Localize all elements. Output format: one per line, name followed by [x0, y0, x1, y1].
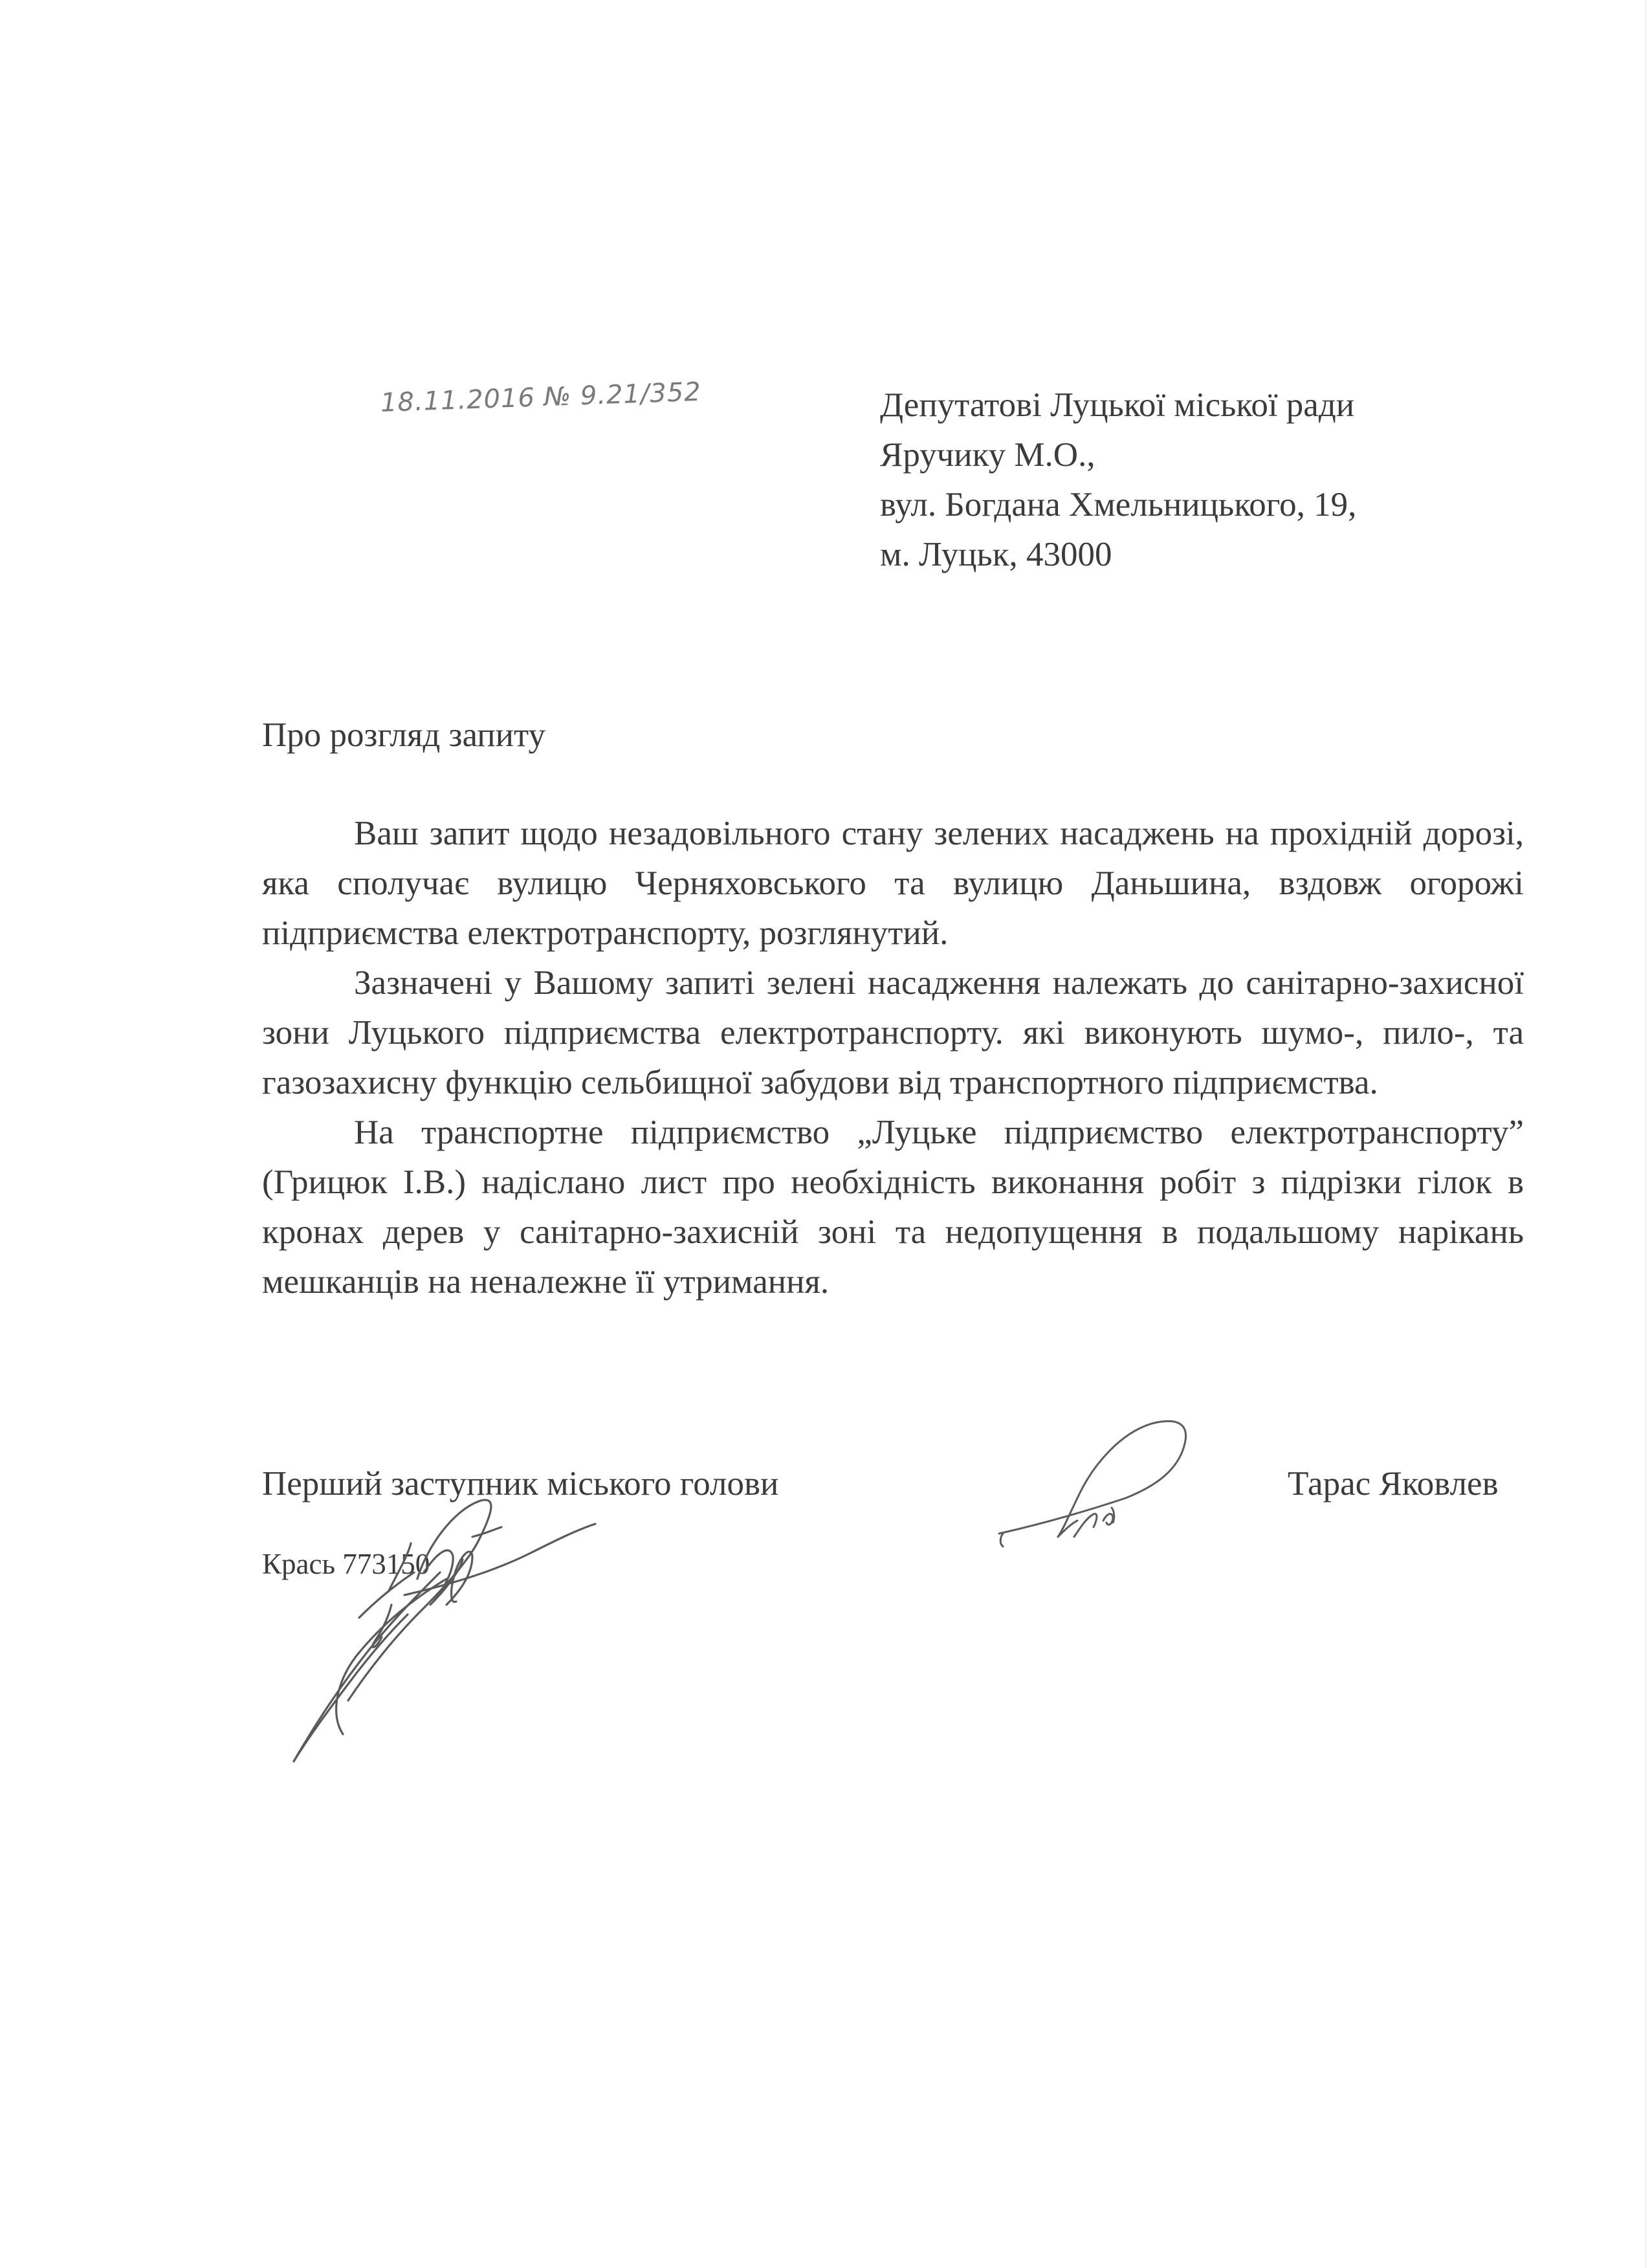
signer-position: Перший заступник міського голови [262, 1465, 779, 1503]
letter-subject: Про розгляд запиту [262, 716, 546, 754]
handwritten-signature-icon [285, 1475, 686, 1773]
addressee-line-city: м. Луцьк, 43000 [880, 536, 1112, 573]
body-paragraph: На транспортне підприємство „Луцьке підприємство електротранспорту” (Грицюк І.В.) надіслано лист про необхідність виконання робіт з підрізки гілок в кронах дерев у санітарно-захисній зоні та недопущення в подальшому нарікань мешканців на неналежне її утримання. [262, 1114, 1524, 1301]
addressee-line-name: Яручику М.О., [880, 436, 1095, 474]
addressee-block [880, 380, 1356, 580]
handwritten-signature-icon [990, 1407, 1288, 1569]
letter-body [262, 809, 1524, 1307]
executor-contact: Крась 773150 [262, 1548, 430, 1580]
handwritten-registration-number: 18.11.2016 № 9.21/352 [380, 377, 702, 418]
body-paragraph: Зазначені у Вашому запиті зелені насадження належать до санітарно-захисної зони Луцького підприємства електротранспорту. які виконують шумо-, пило-, та газозахисну функцію сельбищної забудови від транспортного підприємства. [262, 964, 1524, 1101]
body-paragraph: Ваш запит щодо незадовільного стану зелених насаджень на прохідній дорозі, яка сполучає вулицю Черняховського та вулицю Даньшина, вздовж огорожі підприємства електротранспорту, розглянутий. [262, 815, 1524, 952]
addressee-line-street: вул. Богдана Хмельницького, 19, [880, 486, 1357, 523]
scan-edge [1645, 0, 1646, 2268]
addressee-line-title: Депутатові Луцької міської ради [880, 386, 1355, 424]
signer-name: Тарас Яковлев [1288, 1465, 1499, 1503]
